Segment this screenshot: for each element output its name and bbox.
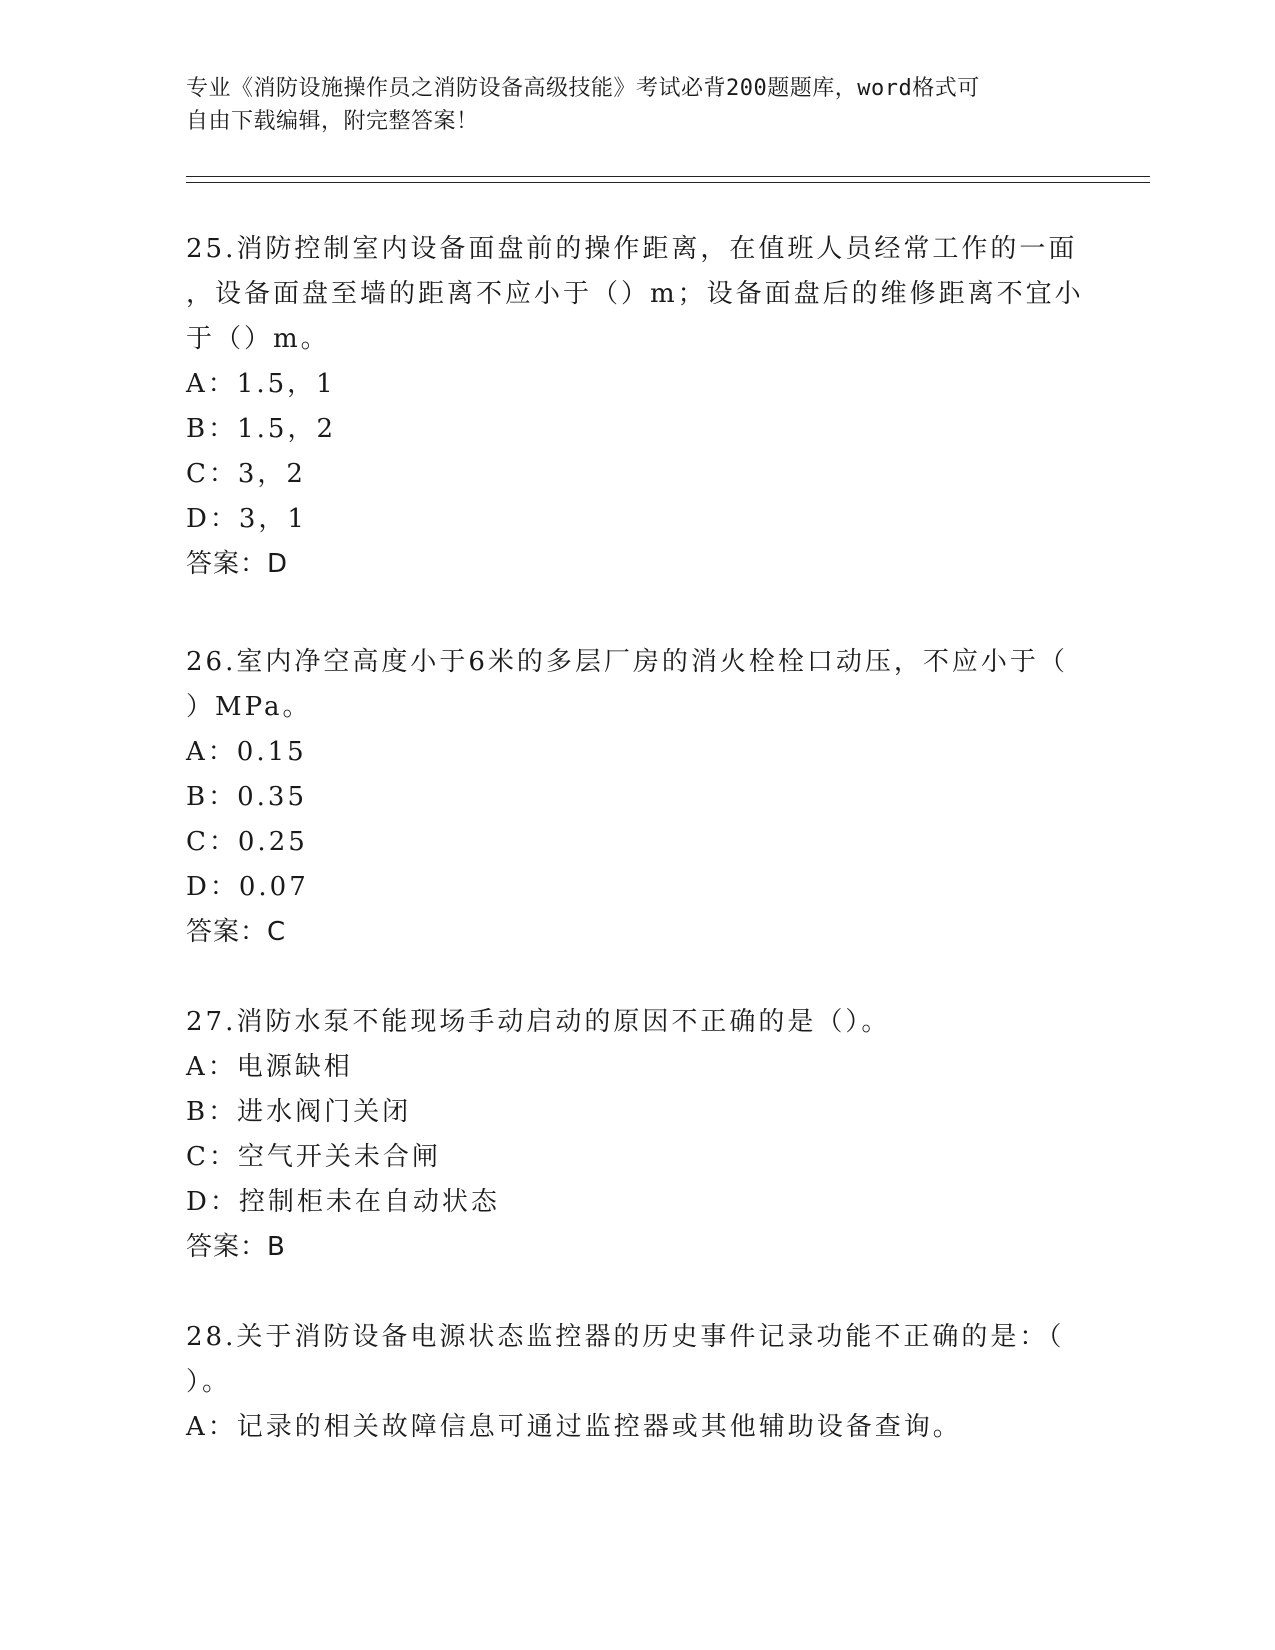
option-b: B：0.35 [186,782,307,812]
option-a: A：0.15 [186,737,307,767]
option-a: A：1.5，1 [186,369,336,399]
answer-label: 答案：C [186,917,287,947]
question-28 [186,1315,1086,1450]
option-c: C：0.25 [186,827,308,857]
header-divider-bottom [186,182,1150,183]
header-divider-top [186,176,1150,177]
question-stem: 26.室内净空高度小于6米的多层厂房的消火栓栓口动压，不应小于（ ）MPa。 [186,647,1068,722]
option-a: A：电源缺相 [186,1052,353,1082]
option-a: A：记录的相关故障信息可通过监控器或其他辅助设备查询。 [186,1412,962,1442]
option-b: B：1.5，2 [186,414,336,444]
question-25 [186,227,1086,587]
option-d: D：控制柜未在自动状态 [186,1187,500,1217]
header-line-2: 自由下载编辑，附完整答案！ [186,109,479,134]
question-stem: 28.关于消防设备电源状态监控器的历史事件记录功能不正确的是：（ ）。 [186,1322,1065,1397]
question-stem: 27.消防水泵不能现场手动启动的原因不正确的是（）。 [186,1007,891,1037]
option-c: C：3，2 [186,459,306,489]
option-c: C：空气开关未合闸 [186,1142,441,1172]
document-header [186,72,1086,138]
option-d: D：0.07 [186,872,309,902]
option-b: B：进水阀门关闭 [186,1097,412,1127]
question-stem: 25.消防控制室内设备面盘前的操作距离，在值班人员经常工作的一面 ，设备面盘至墙的距离不应小于（）m；设备面盘后的维修距离不宜小 于（）m。 [186,234,1084,354]
header-line-1: 专业《消防设施操作员之消防设备高级技能》考试必背200题题库，word格式可 [186,76,980,101]
question-26 [186,640,1086,955]
answer-label: 答案：B [186,1232,286,1262]
question-27 [186,1000,1086,1270]
option-d: D：3，1 [186,504,307,534]
answer-label: 答案：D [186,549,289,579]
